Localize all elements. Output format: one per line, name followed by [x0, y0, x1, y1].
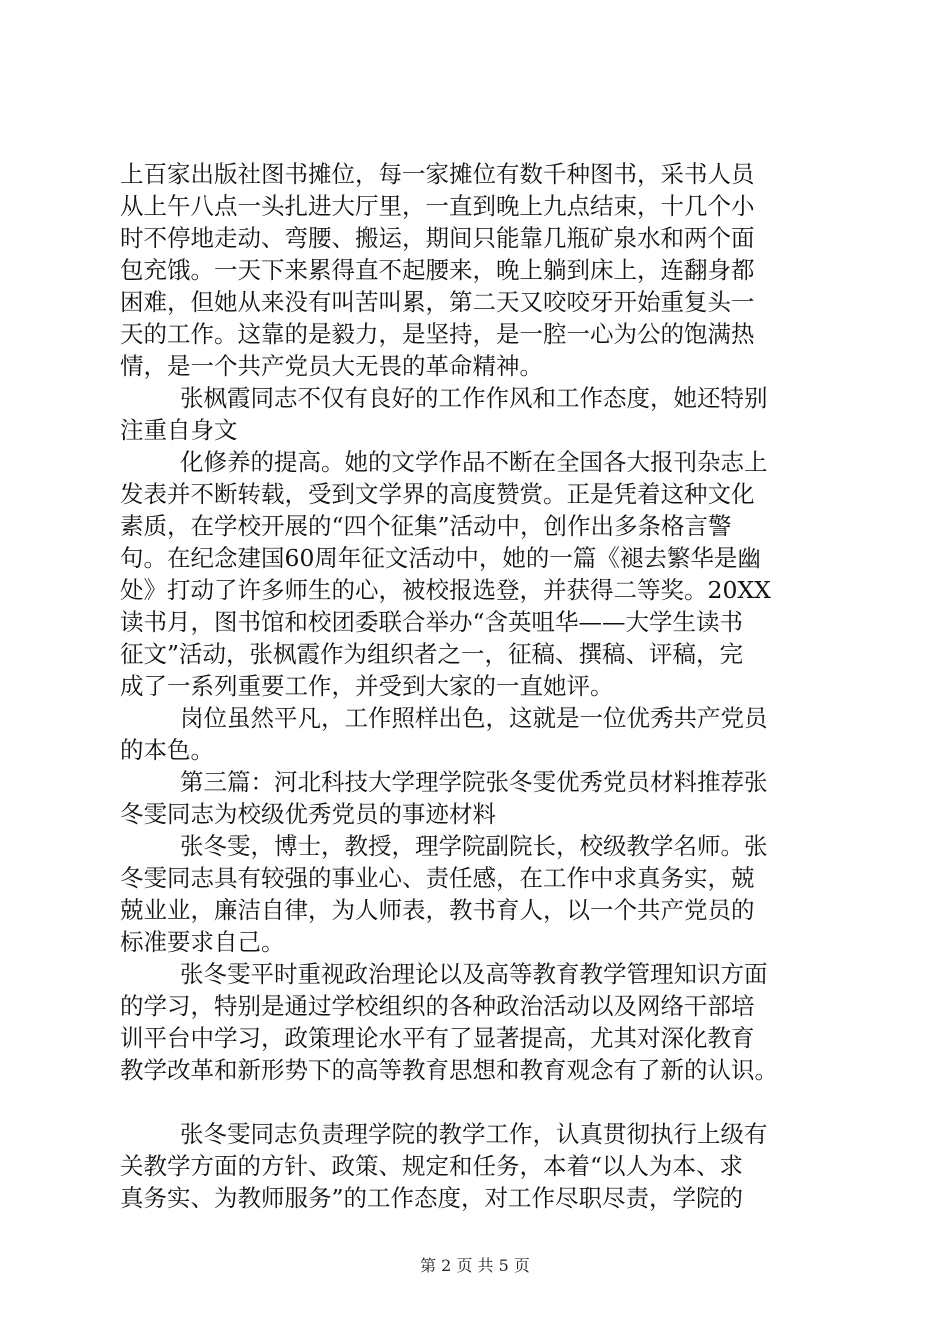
text-line: 句。在纪念建国60周年征文活动中，她的一篇《褪去繁华是幽: [120, 544, 761, 572]
text-line: 训平台中学习，政策理论水平有了显著提高，尤其对深化教育: [120, 1024, 755, 1052]
text-line: 张冬雯，博士，教授，理学院副院长，校级教学名师。张: [180, 832, 768, 860]
text-line: 读书月，图书馆和校团委联合举办“含英咀华——大学生读书: [120, 608, 744, 636]
text-line: 成了一系列重要工作，并受到大家的一直她评。: [120, 672, 614, 700]
text-line: 冬雯同志为校级优秀党员的事迹材料: [120, 800, 496, 828]
page-footer: 第 2 页 共 5 页: [420, 1256, 530, 1275]
text-line: 的本色。: [120, 736, 214, 764]
text-line: 张枫霞同志不仅有良好的工作作风和工作态度，她还特别: [180, 384, 768, 412]
text-line: 兢业业，廉洁自律，为人师表，教书育人，以一个共产党员的: [120, 896, 755, 924]
text-line: 天的工作。这靠的是毅力，是坚持，是一腔一心为公的饱满热: [120, 320, 755, 348]
text-line: 第三篇：河北科技大学理学院张冬雯优秀党员材料推荐张: [180, 768, 768, 796]
text-line: 注重自身文: [120, 416, 238, 444]
text-line: 情，是一个共产党员大无畏的革命精神。: [120, 352, 543, 380]
text-line: 真务实、为教师服务”的工作态度，对工作尽职尽责，学院的: [120, 1184, 744, 1212]
text-line: 张冬雯同志负责理学院的教学工作，认真贯彻执行上级有: [180, 1120, 768, 1148]
blank-line: [120, 1086, 832, 1118]
text-line: 的学习，特别是通过学校组织的各种政治活动以及网络干部培: [120, 992, 755, 1020]
text-line: 发表并不断转载，受到文学界的高度赞赏。正是凭着这种文化: [120, 480, 755, 508]
text-line: 处》打动了许多师生的心，被校报选登，并获得二等奖。20XX: [120, 576, 771, 604]
text-line: 教学改革和新形势下的高等教育思想和教育观念有了新的认识。: [120, 1056, 778, 1084]
document-body: [120, 158, 832, 1214]
text-line: 困难，但她从来没有叫苦叫累，第二天又咬咬牙开始重复头一: [120, 288, 755, 316]
text-line: 上百家出版社图书摊位，每一家摊位有数千种图书，采书人员: [120, 160, 755, 188]
text-line: 化修养的提高。她的文学作品不断在全国各大报刊杂志上: [180, 448, 768, 476]
text-line: 包充饿。一天下来累得直不起腰来，晚上躺到床上，连翻身都: [120, 256, 755, 284]
text-line: 冬雯同志具有较强的事业心、责任感，在工作中求真务实，兢: [120, 864, 755, 892]
text-line: 素质，在学校开展的“四个征集”活动中，创作出多条格言警: [120, 512, 732, 540]
text-line: 征文”活动，张枫霞作为组织者之一，征稿、撰稿、评稿，完: [120, 640, 744, 668]
text-line: 岗位虽然平凡，工作照样出色，这就是一位优秀共产党员: [180, 704, 768, 732]
text-line: 张冬雯平时重视政治理论以及高等教育教学管理知识方面: [180, 960, 768, 988]
text-line: 时不停地走动、弯腰、搬运，期间只能靠几瓶矿泉水和两个面: [120, 224, 755, 252]
text-line: 关教学方面的方针、政策、规定和任务，本着“以人为本、求: [120, 1152, 744, 1180]
text-line: 标准要求自己。: [120, 928, 285, 956]
text-line: 从上午八点一头扎进大厅里，一直到晚上九点结束，十几个小: [120, 192, 755, 220]
